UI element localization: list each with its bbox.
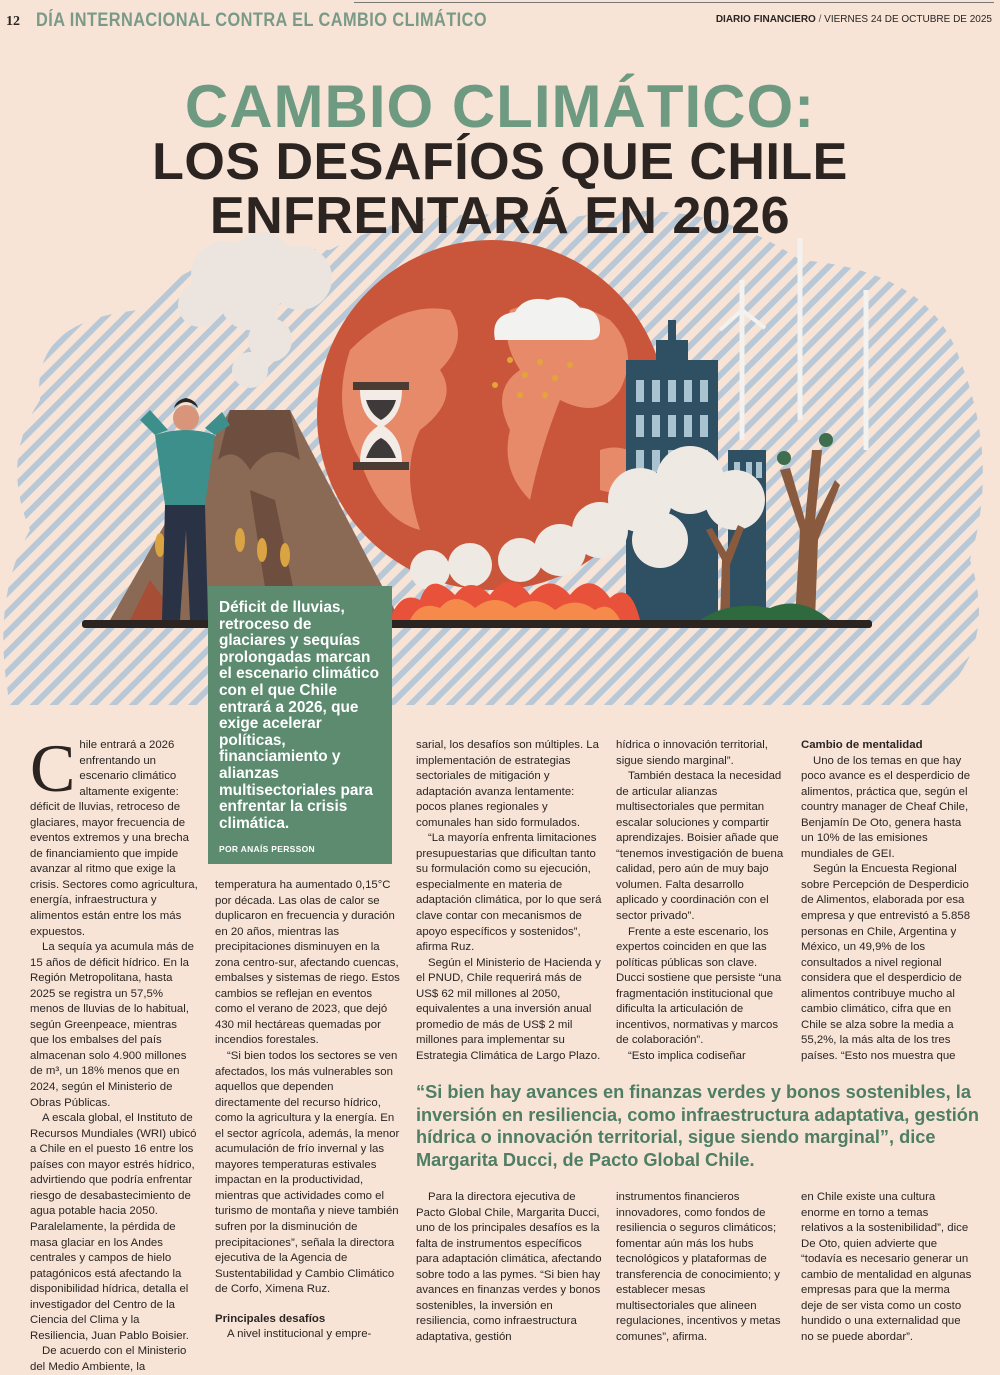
paragraph: “Esto implica codiseñar [628, 1049, 746, 1062]
subheading: Cambio de mentalidad [801, 739, 923, 751]
paragraph: También destaca la necesidad de articular alianzas multisectoriales que permitan escalar soluciones y compartir aprendizajes. Boisier añade que “tenemos investigación de buena calidad, pero aún de muy bajo volumen. Falta desarrollo aplicado y coordinación con el sector privado”. [616, 770, 784, 923]
paragraph: “La mayoría enfrenta limitaciones presupuestarias que dificultan tanto su formulación como su ejecución, especialmente en materia de adaptación climática, por lo que será clave contar con mecanismos de apoyo específicos y sostenidos”, afirma Ruz. [416, 832, 602, 954]
paragraph: A nivel institucional y empre- [227, 1328, 372, 1341]
paragraph: De acuerdo con el Ministerio del Medio Ambiente, la [30, 1345, 187, 1373]
headline-line-3: ENFRENTARÁ EN 2026 [209, 187, 791, 245]
pull-quote-attribution: dice Margarita Ducci, de Pacto Global Chile. [416, 1127, 936, 1170]
paragraph: hile entrará a 2026 enfrentando un escenario climático altamente exigente: déficit de lluvias, retroceso de glaciares, mayor frecuencia de eventos extremos y una brecha de financiamiento que impide avanzar al ritmo que exige la crisis. Sectores como agricultura, energía, infraestructura y alimentos están entre los más expuestos. [30, 739, 198, 938]
article-column-5 [801, 738, 971, 1064]
paragraph: Para la directora ejecutiva de Pacto Global Chile, Margarita Ducci, uno de los principales desafíos es la falta de instrumentos específicos para adaptación climática, afectando sobre todo a las pymes. “Si bien hay avances en finanzas verdes y bonos sostenibles, la inversión en resiliencia, como infraestructura adaptativa, gestión [416, 1191, 602, 1343]
pull-quote [416, 1081, 996, 1171]
article-column-4-bottom [616, 1190, 786, 1345]
paragraph: en Chile existe una cultura enorme en torno a temas relativos a la sostenibilidad”, dice De Oto, quien advierte que “todavía es necesario generar un cambio de mentalidad en algunas empresas para que la merma deje de ser vista como un costo hundido o una externalidad que no se puede abordar”. [801, 1191, 972, 1343]
paragraph: Uno de los temas en que hay poco avance es el desperdicio de alimentos, práctica que, según el country manager de Cheaf Chile, Benjamín De Oto, genera hasta un 10% de las emisiones mundiales de GEI. [801, 754, 971, 860]
lead-box [208, 586, 392, 864]
publication-name: DIARIO FINANCIERO [715, 14, 816, 25]
paragraph: Según la Encuesta Regional sobre Percepción de Desperdicio de Alimentos, elaborada por esa empresa y que entrevistó a 5.858 personas en Chile, Argentina y México, un 49,9% de los consultados a nivel regional considera que el desperdicio de alimentos contribuye mucho al cambio climático, cifra que en Chile se alza sobre la media a 55,2%, la más alta de los tres países. “Esto nos muestra que [801, 863, 971, 1062]
article-column-5-bottom [801, 1190, 973, 1345]
paragraph: La sequía ya acumula más de 15 años de déficit hídrico. En la Región Metropolitana, hasta 2025 se registra un 57,5% menos de lluvias de lo habitual, según Greenpeace, mientras que los embalses del país almacenan solo 4.900 millones de m³, un 18% menos que en 2024, según el Ministerio de Obras Públicas. [30, 941, 194, 1109]
pull-quote-text: “Si bien hay avances en finanzas verdes y bonos sostenibles, la inversión en resiliencia, como infraestructura adaptativa, gestión hídrica o innovación territorial, sigue siendo marginal”, [416, 1082, 979, 1148]
paragraph: sarial, los desafíos son múltiples. La implementación de estrategias sectoriales de mitigación y adaptación avanza lentamente: pocos planes regionales y comunales han sido formulados. [416, 739, 599, 829]
section-title: DÍA INTERNACIONAL CONTRA EL CAMBIO CLIMÁTICO [36, 10, 488, 31]
ground-line [82, 620, 872, 628]
headline-line-1: CAMBIO CLIMÁTICO: [184, 73, 816, 140]
article-column-4 [616, 738, 786, 1064]
publication-date: VIERNES 24 DE OCTUBRE DE 2025 [824, 14, 992, 25]
page-header [0, 0, 1000, 40]
subheading: Principales desafíos [215, 1312, 326, 1325]
lead-text: Déficit de lluvias, retroceso de glaciares y sequías prolongadas marcan el escenario climático con el que Chile entrará a 2026, que exige acelerar políticas, financiamiento y alianzas multisectoriales para enfrentar la crisis climática. [219, 599, 379, 832]
paragraph: hídrica o innovación territorial, sigue siendo marginal”. [616, 739, 768, 767]
dropcap: C [30, 730, 76, 806]
separator: / [818, 14, 822, 25]
header-rule [354, 2, 994, 3]
headline-line-2: LOS DESAFÍOS QUE CHILE [152, 133, 848, 191]
paragraph: Según el Ministerio de Hacienda y el PNUD, Chile requerirá más de US$ 62 mil millones al 2050, equivalentes a una inversión anual promedio de más de US$ 2 mil millones para implementar su Estrategia Climática de Largo Plazo. [416, 956, 601, 1062]
paragraph: A escala global, el Instituto de Recursos Mundiales (WRI) ubicó a Chile en el puesto 16 entre los países con mayor estrés hídrico, advirtiendo que podría enfrentar riesgo de desabastecimiento de agua potable hacia 2050. Paralelamente, la pérdida de masa glaciar en los Andes centrales y campos de hielo patagónicos está afectando la disponibilidad hídrica, detalla el investigador del Centro de la Ciencia del Clima y la Resiliencia, Juan Pablo Boisier. [30, 1112, 197, 1342]
paragraph: “Si bien todos los sectores se ven afectados, los más vulnerables son aquellos que dependen directamente del recurso hídrico, como la agricultura y la energía. En el sector agrícola, además, la menor acumulación de frío invernal y las mayores temperaturas estivales impactan en la productividad, mientras que actividades como el turismo de montaña y nieve también sufren por la disminución de precipitaciones”, señala la directora ejecutiva de la Agencia de Sustentabilidad y Cambio Climático de Corfo, Ximena Ruz. [215, 1050, 400, 1296]
page-number: 12 [6, 14, 20, 29]
byline: POR ANAÍS PERSSON [219, 844, 315, 855]
publication-info [716, 14, 992, 25]
paragraph: Frente a este escenario, los expertos coinciden en que las políticas públicas son clave. Ducci sostiene que persiste “una fragmentación institucional que dificulta la articulación de incentivos, normativas y marcos de colaboración”. [616, 925, 782, 1047]
paragraph: temperatura ha aumentado 0,15°C por década. Las olas de calor se duplicaron en frecuencia y duración en 20 años, mientras las precipitaciones disminuyen en la zona centro-sur, afectando cuencas, embalses y sistemas de riego. Estos cambios se reflejan en eventos como el verano de 2023, que dejó 430 mil hectáreas quemadas por incendios forestales. [215, 879, 400, 1047]
climate-illustration [0, 200, 1000, 710]
article-column-3-bottom [416, 1190, 602, 1345]
paragraph: instrumentos financieros innovadores, como fondos de resiliencia o seguros climáticos; fomentar aún más los hubs tecnológicos y plataformas de transferencia de conocimiento; y establecer mesas multisectoriales que alineen regulaciones, incentivos y metas comunes”, afirma. [616, 1191, 781, 1343]
article-column-3 [416, 738, 602, 1064]
article-column-1 [30, 730, 198, 1375]
article-column-2 [215, 878, 401, 1343]
